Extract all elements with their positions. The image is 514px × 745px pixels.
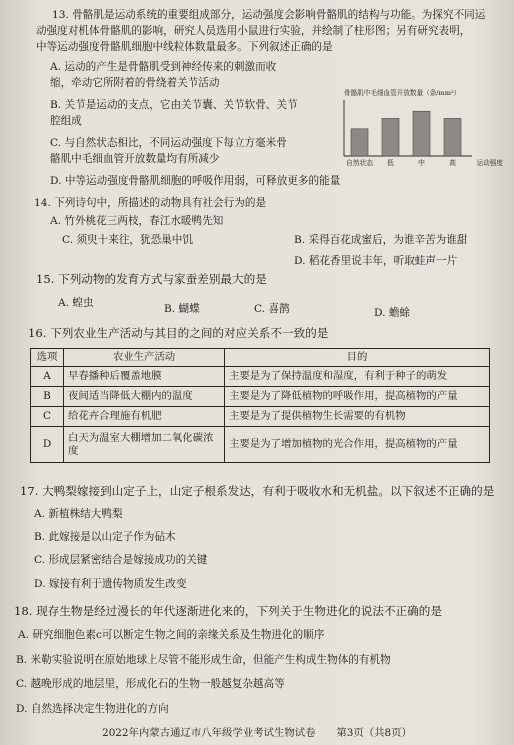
row-d-purpose: 主要是为了增加植物的光合作用，提高植物的产量 xyxy=(225,427,490,463)
row-a-purpose: 主要是为了保持温度和湿度，有利于种子的萌发 xyxy=(225,367,490,387)
q13-option-c-line-1: C. 与自然状态相比，不同运动强度下每立方毫米骨 xyxy=(50,137,287,149)
row-b-option: B xyxy=(31,387,64,407)
chart-xlabel: 运动强度 xyxy=(476,159,503,167)
table-row xyxy=(31,407,490,427)
table-row xyxy=(31,387,490,407)
row-c-option: C xyxy=(31,407,64,427)
q13-option-b-line-1: B. 关节是运动的支点，它由关节囊、关节软骨、关节 xyxy=(50,99,298,111)
row-b-activity: 夜间适当降低大棚内的温度 xyxy=(64,387,225,407)
q17-stem: 17. 大鸭梨嫁接到山定子上，山定子根系发达，有利于吸收水和无机盐。以下叙述不正确的是 xyxy=(20,484,495,498)
row-d-activity: 白天为温室大棚增加二氧化碳浓度 xyxy=(64,427,225,463)
chart-x-tick-label: 高 xyxy=(449,159,456,167)
header-option: 选项 xyxy=(31,349,64,367)
row-a-option: A xyxy=(31,367,64,387)
q14-option-b: B. 采得百花成蜜后，为谁辛苦为谁甜 xyxy=(294,234,468,246)
q18-option-c: C. 越晚形成的地层里，形成化石的生物一般越复杂越高等 xyxy=(16,678,285,690)
q13-stem-line-1: 13. 骨骼肌是运动系统的重要组成部分，运动强度会影响骨骼肌的结构与功能。为探究不同运 xyxy=(52,9,486,21)
q17-option-d: D. 嫁接有利于遗传物质发生改变 xyxy=(34,578,187,590)
page-footer: 2022年内蒙古通辽市八年级学业考试生物试卷 第3页（共8页） xyxy=(102,727,412,739)
row-d-option: D xyxy=(31,427,64,463)
q17-option-b: B. 此嫁接是以山定子作为砧木 xyxy=(34,531,176,543)
q14-stem: 14. 下列诗句中，所描述的动物具有社会行为的是 xyxy=(34,197,267,209)
q13-option-a-line-2: 缩，牵动它所附着的骨绕着关节活动 xyxy=(50,77,220,89)
row-b-purpose: 主要是为了降低植物的呼吸作用，提高植物的产量 xyxy=(225,387,490,407)
q13-option-a-line-1: A. 运动的产生是骨骼肌受到神经传来的刺激而收 xyxy=(50,61,277,73)
q18-option-b: B. 米勒实验说明在原始地球上尽管不能形成生命，但能产生构成生物体的有机物 xyxy=(16,654,391,666)
q13-bar-chart xyxy=(336,86,504,170)
row-a-activity: 早春播种后覆盖地膜 xyxy=(64,367,225,387)
chart-ylabel: 骨骼肌中毛细血管开放数量（条/mm²） xyxy=(344,89,461,97)
q13-stem-line-2: 动强度对机体骨骼肌的影响，研究人员选用小鼠进行实验，并绘制了柱形图；另有研究表明， xyxy=(36,25,471,37)
q18-stem: 18. 现存生物是经过漫长的年代逐渐进化来的，下列关于生物进化的说法不正确的是 xyxy=(14,604,442,618)
q15-option-a: A. 蝗虫 xyxy=(58,297,94,309)
chart-bar xyxy=(382,118,399,156)
chart-x-tick-label: 中 xyxy=(418,159,425,167)
q14-option-d: D. 稻花香里说丰年，听取蛙声一片 xyxy=(294,255,458,267)
q16-stem: 16. 下列农业生产活动与其目的之间的对应关系不一致的是 xyxy=(28,326,329,340)
q14-option-c: C. 须臾十来往，犹恐巢中饥 xyxy=(62,234,193,246)
q14-option-a: A. 竹外桃花三两枝，春江水暖鸭先知 xyxy=(50,215,224,227)
table-header-row xyxy=(31,349,490,367)
chart-bar xyxy=(413,111,430,156)
q18-option-d: D. 自然选择决定生物进化的方向 xyxy=(16,703,169,715)
header-activity: 农业生产活动 xyxy=(64,349,225,367)
q13-option-b-line-2: 腔组成 xyxy=(50,115,82,127)
chart-x-tick-label: 低 xyxy=(387,159,394,167)
row-c-purpose: 主要是为了提供植物生长需要的有机物 xyxy=(225,407,490,427)
q15-option-d: D. 蟾蜍 xyxy=(374,307,411,319)
q18-option-a: A. 研究细胞色素c可以断定生物之间的亲缘关系及生物进化的顺序 xyxy=(18,629,325,641)
q15-option-c: C. 喜鹊 xyxy=(254,303,290,315)
chart-bar xyxy=(444,118,461,156)
q16-table xyxy=(30,348,490,463)
q13-option-c-line-2: 骼肌中毛细血管开放数量均有所减少 xyxy=(50,153,220,165)
q17-option-c: C. 形成层紧密结合是嫁接成功的关键 xyxy=(34,554,208,566)
table-row xyxy=(31,367,490,387)
q13-option-d: D. 中等运动强度骨骼肌细胞的呼吸作用弱，可释放更多的能量 xyxy=(50,175,341,187)
q15-option-b: B. 蝴蝶 xyxy=(164,303,200,315)
q17-option-a: A. 新植株结大鸭梨 xyxy=(34,508,123,520)
row-c-activity: 给花卉合理施有机肥 xyxy=(64,407,225,427)
header-purpose: 目的 xyxy=(225,349,490,367)
chart-x-tick-label: 自然状态 xyxy=(345,159,374,167)
q15-stem: 15. 下列动物的发育方式与家蚕差别最大的是 xyxy=(36,272,267,286)
chart-bar xyxy=(351,129,368,156)
table-row xyxy=(31,427,490,463)
q13-stem-line-3: 中等运动强度骨骼肌细胞中线粒体数量最多。下列叙述正确的是 xyxy=(36,41,333,53)
